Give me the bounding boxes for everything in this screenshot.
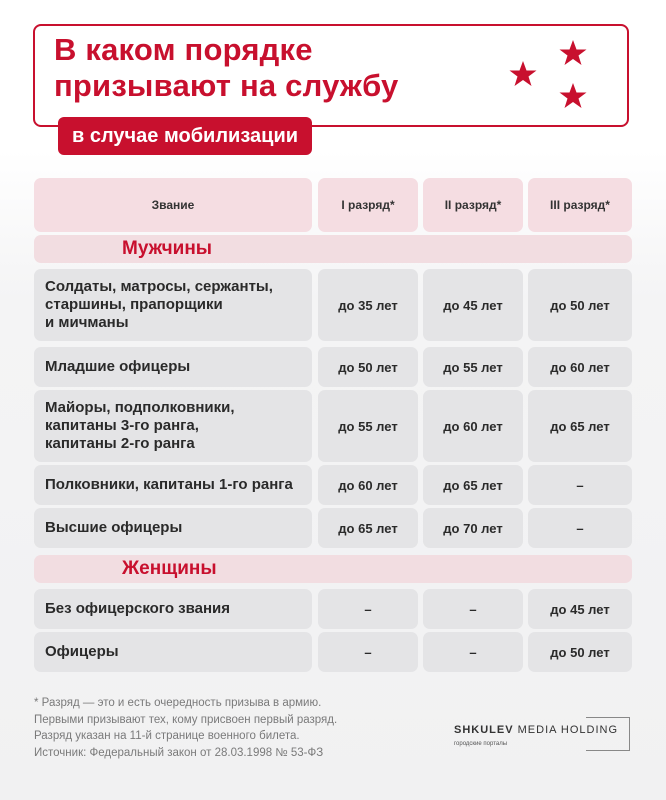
rank-cell xyxy=(34,269,312,341)
subtitle-badge: в случае мобилизации xyxy=(58,117,312,155)
table-row xyxy=(34,465,632,505)
section-header xyxy=(34,555,632,583)
column-header: III разряд* xyxy=(528,178,632,232)
age-cell: – xyxy=(318,632,418,672)
logo-subtitle: городские порталы xyxy=(454,741,508,747)
footnote-line: Разряд указан на 11-й странице военного билета. xyxy=(34,730,300,742)
table-row xyxy=(34,508,632,548)
rank-cell xyxy=(34,632,312,672)
rank-label: Полковники, капитаны 1-го ранга xyxy=(45,476,293,493)
age-cell: до 50 лет xyxy=(528,269,632,341)
table-row xyxy=(34,390,632,462)
star-icon xyxy=(560,83,587,108)
rank-cell xyxy=(34,465,312,505)
age-cell: до 60 лет xyxy=(528,347,632,387)
column-header: Звание xyxy=(34,178,312,232)
stars-decoration xyxy=(500,30,600,120)
rank-label: Высшие офицеры xyxy=(45,519,183,536)
age-cell: – xyxy=(318,589,418,629)
star-icon xyxy=(510,61,537,86)
rank-cell xyxy=(34,589,312,629)
age-cell: до 60 лет xyxy=(318,465,418,505)
age-cell: – xyxy=(423,589,523,629)
column-header: I разряд* xyxy=(318,178,418,232)
age-cell: – xyxy=(423,632,523,672)
column-header: II разряд* xyxy=(423,178,523,232)
age-cell: до 70 лет xyxy=(423,508,523,548)
age-cell: – xyxy=(528,508,632,548)
age-cell: до 35 лет xyxy=(318,269,418,341)
section-title: Мужчины xyxy=(122,238,213,259)
section-header xyxy=(34,235,632,263)
logo-rest: MEDIA HOLDING xyxy=(513,724,619,736)
logo-brand: SHKULEV xyxy=(454,724,514,736)
rank-label: Без офицерского звания xyxy=(45,600,231,617)
age-cell: до 65 лет xyxy=(528,390,632,462)
rank-cell xyxy=(34,390,312,462)
rank-label: Офицеры xyxy=(45,643,119,660)
footnote-line: * Разряд — это и есть очередность призыва в армию. xyxy=(34,697,322,709)
table-header-row xyxy=(34,178,632,232)
age-cell: до 45 лет xyxy=(528,589,632,629)
page-title xyxy=(54,32,494,104)
shkulev-logo xyxy=(454,716,634,756)
section-title: Женщины xyxy=(122,558,217,579)
age-cell: до 55 лет xyxy=(318,390,418,462)
rank-label: Майоры, подполковники, капитаны 3-го ранга, капитаны 2-го ранга xyxy=(45,399,235,452)
title-line-2: призывают на службу xyxy=(54,68,399,103)
footnote-line: Источник: Федеральный закон от 28.03.1998 № 53-ФЗ xyxy=(34,746,324,759)
age-cell: до 45 лет xyxy=(423,269,523,341)
title-line-1: В каком порядке xyxy=(54,32,313,67)
footnote xyxy=(34,695,454,761)
age-cell: до 65 лет xyxy=(318,508,418,548)
age-cell: до 55 лет xyxy=(423,347,523,387)
age-cell: – xyxy=(528,465,632,505)
rank-cell xyxy=(34,347,312,387)
age-cell: до 60 лет xyxy=(423,390,523,462)
age-cell: до 50 лет xyxy=(528,632,632,672)
age-cell: до 65 лет xyxy=(423,465,523,505)
age-cell: до 50 лет xyxy=(318,347,418,387)
rank-cell xyxy=(34,508,312,548)
rank-label: Младшие офицеры xyxy=(45,358,191,375)
logo-bracket xyxy=(586,717,630,751)
footnote-line: Первыми призывают тех, кому присвоен первый разряд. xyxy=(34,713,338,726)
table-row xyxy=(34,632,632,672)
table-row xyxy=(34,269,632,341)
table-row xyxy=(34,589,632,629)
table-row xyxy=(34,347,632,387)
star-icon xyxy=(560,40,587,65)
rank-label: Солдаты, матросы, сержанты, старшины, прапорщики и мичманы xyxy=(45,278,273,331)
